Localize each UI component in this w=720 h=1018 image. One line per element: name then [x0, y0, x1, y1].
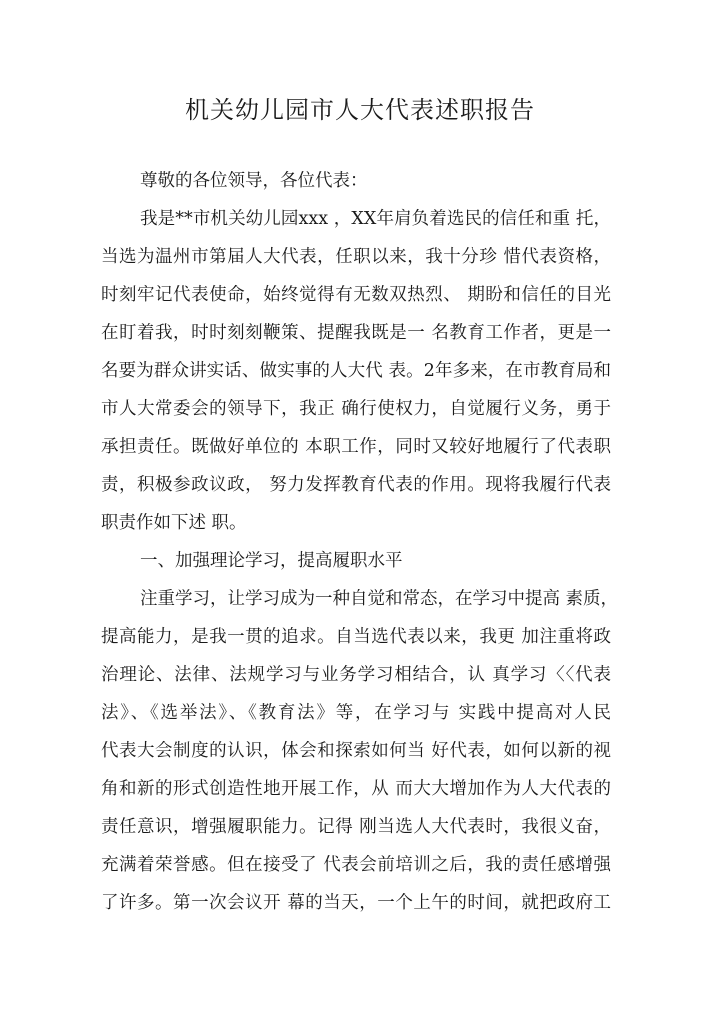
paragraph-line: 法》、《选举法》、《教育法》等，在学习与 实践中提高对人民	[101, 703, 611, 723]
salutation-line: 尊敬的各位领导，各位代表：	[140, 171, 368, 191]
paragraph-line: 职责作如下述 职。	[101, 513, 247, 533]
paragraph-line: 当选为温州市第届人大代表，任职以来，我十分珍 惜代表资格，	[101, 247, 611, 267]
paragraph-line: 我是**市机关幼儿园xxx ，XX年肩负着选民的信任和重 托，	[140, 209, 611, 229]
paragraph-line: 充满着荣誉感。但在接受了 代表会前培训之后，我的责任感增强	[101, 855, 611, 875]
paragraph-line: 责任意识，增强履职能力。记得 刚当选人大代表时，我很义奋，	[101, 817, 611, 837]
paragraph-line: 名要为群众讲实话、做实事的人大代 表。2年多来，在市教育局和	[101, 361, 611, 381]
paragraph-line: 时刻牢记代表使命，始终觉得有无数双热烈、 期盼和信任的目光	[101, 285, 611, 305]
paragraph-line: 在盯着我，时时刻刻鞭策、提醒我既是一 名教育工作者，更是一	[101, 323, 611, 343]
paragraph-line: 市人大常委会的领导下，我正 确行使权力，自觉履行义务，勇于	[101, 399, 611, 419]
paragraph-line: 承担责任。既做好单位的 本职工作，同时又较好地履行了代表职	[101, 437, 611, 457]
paragraph-line: 代表大会制度的认识，体会和探索如何当 好代表，如何以新的视	[101, 741, 611, 761]
document-title: 机关幼儿园市人大代表述职报告	[185, 96, 535, 124]
section-heading: 一、加强理论学习，提高履职水平	[140, 551, 403, 571]
paragraph-line: 治理论、法律、法规学习与业务学习相结合，认 真学习〈〈代表	[101, 665, 611, 685]
paragraph-line: 提高能力，是我一贯的追求。自当选代表以来，我更 加注重将政	[101, 627, 611, 647]
paragraph-line: 角和新的形式创造性地开展工作，从 而大大增加作为人大代表的	[101, 779, 611, 799]
paragraph-line: 责，积极参政议政， 努力发挥教育代表的作用。现将我履行代表	[101, 475, 611, 495]
paragraph-line: 注重学习，让学习成为一种自觉和常态，在学习中提高 素质，	[140, 589, 619, 609]
paragraph-line: 了许多。第一次会议开 幕的当天，一个上午的时间，就把政府工	[101, 893, 611, 913]
